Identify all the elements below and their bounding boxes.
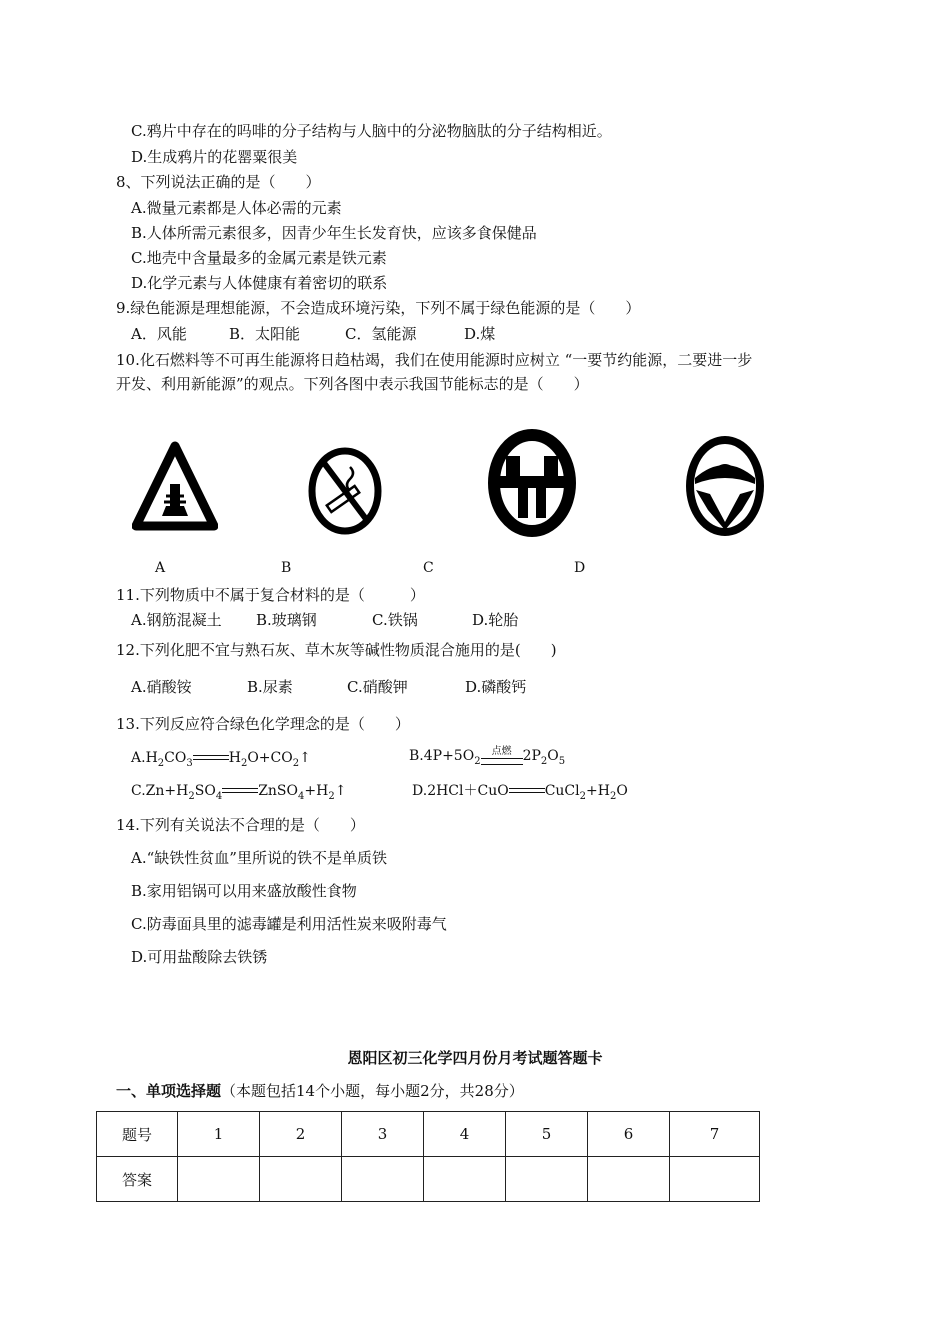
answer-cell[interactable]: [424, 1157, 506, 1202]
q11-option-c: C.铁锅: [372, 611, 418, 629]
q8-option-a: A.微量元素都是人体必需的元素: [131, 199, 342, 217]
q12-stem: 12.下列化肥不宜与熟石灰、草木灰等碱性物质混合施用的是( ): [116, 641, 557, 659]
q13-option-a: $A.H_2CO_3$ $H_2O+CO_2↑$: [131, 750, 311, 769]
row-header-number: 题号: [97, 1112, 178, 1157]
q12-option-c: C.硝酸钾: [347, 678, 408, 696]
q8-option-d: D.化学元素与人体健康有着密切的联系: [131, 274, 388, 292]
question-number: 2: [260, 1112, 342, 1157]
answer-cell[interactable]: [670, 1157, 760, 1202]
answer-cell[interactable]: [588, 1157, 670, 1202]
question-number: 3: [342, 1112, 424, 1157]
energy-saving-icon: [488, 428, 576, 538]
q9-option-c: C．氢能源: [345, 325, 417, 343]
table-row: [97, 1112, 760, 1157]
q10-label-d: D: [574, 560, 586, 576]
q10-stem-line2: 开发、利用新能源”的观点。下列各图中表示我国节能标志的是（ ）: [116, 375, 589, 393]
answer-cell[interactable]: [260, 1157, 342, 1202]
section-heading: 一、单项选择题（本题包括14个小题，每小题2分，共28分）: [116, 1082, 524, 1100]
q14-option-c: C.防毒面具里的滤毒罐是利用活性炭来吸附毒气: [131, 915, 447, 933]
q13-stem: 13.下列反应符合绿色化学理念的是（ ）: [116, 715, 410, 733]
q8-option-b: B.人体所需元素很多，因青少年生长发育快，应该多食保健品: [131, 224, 537, 242]
water-saving-icon: [682, 432, 768, 540]
q14-option-b: B.家用铝锅可以用来盛放酸性食物: [131, 882, 357, 900]
answer-cell[interactable]: [178, 1157, 260, 1202]
q8-stem: 8、下列说法正确的是（ ）: [116, 173, 321, 191]
q11-option-d: D.轮胎: [472, 611, 519, 629]
q11-option-a: A.钢筋混凝土: [131, 611, 222, 629]
question-number: 1: [178, 1112, 260, 1157]
q10-stem-line1: 10.化石燃料等不可再生能源将日趋枯竭，我们在使用能源时应树立 “一要节约能源，二要进一步: [116, 351, 753, 369]
q12-option-b: B.尿素: [247, 678, 293, 696]
answer-cell[interactable]: [506, 1157, 588, 1202]
question-number: 4: [424, 1112, 506, 1157]
answer-cell[interactable]: [342, 1157, 424, 1202]
q9-option-d: D.煤: [464, 325, 496, 343]
q7-option-d: D.生成鸦片的花罂粟很美: [131, 148, 298, 166]
question-number: 6: [588, 1112, 670, 1157]
answer-table: [96, 1111, 760, 1202]
question-number: 5: [506, 1112, 588, 1157]
q9-option-b: B．太阳能: [229, 325, 301, 343]
answer-card-title: 恩阳区初三化学四月份月考试题答题卡: [347, 1049, 603, 1067]
q14-option-d: D.可用盐酸除去铁锈: [131, 948, 268, 966]
warning-triangle-icon: [132, 440, 218, 532]
q13-option-c: $C.Zn+H_2SO_4$ $ZnSO_4+H_2↑$: [131, 783, 347, 802]
q14-stem: 14.下列有关说法不合理的是（ ）: [116, 816, 365, 834]
q12-option-a: A.硝酸铵: [131, 678, 192, 696]
q12-option-d: D.磷酸钙: [465, 678, 527, 696]
q10-label-c: C: [423, 560, 434, 576]
q9-stem: 9.绿色能源是理想能源，不会造成环境污染，下列不属于绿色能源的是（ ）: [116, 299, 641, 317]
q14-option-a: A.“缺铁性贫血”里所说的铁不是单质铁: [131, 849, 387, 867]
q8-option-c: C.地壳中含量最多的金属元素是铁元素: [131, 249, 387, 267]
no-smoking-icon: [306, 445, 384, 537]
q7-option-c: C.鸦片中存在的吗啡的分子结构与人脑中的分泌物脑肽的分子结构相近。: [131, 122, 612, 140]
table-row: [97, 1157, 760, 1202]
reaction-condition: 点燃: [491, 746, 512, 757]
q9-option-a: A．风能: [131, 325, 187, 343]
q11-option-b: B.玻璃钢: [256, 611, 317, 629]
q13-option-d: D.2HCl＋CuO $CuCl_2+H_2O$: [412, 783, 628, 802]
q11-stem: 11.下列物质中不属于复合材料的是（ ）: [116, 586, 425, 604]
q10-label-b: B: [281, 560, 292, 576]
q13-option-b: $B.4P+5O_2$ 点燃 $2P_2O_5$: [409, 746, 566, 767]
q10-label-a: A: [155, 560, 166, 576]
question-number: 7: [670, 1112, 760, 1157]
row-header-answer: 答案: [97, 1157, 178, 1202]
